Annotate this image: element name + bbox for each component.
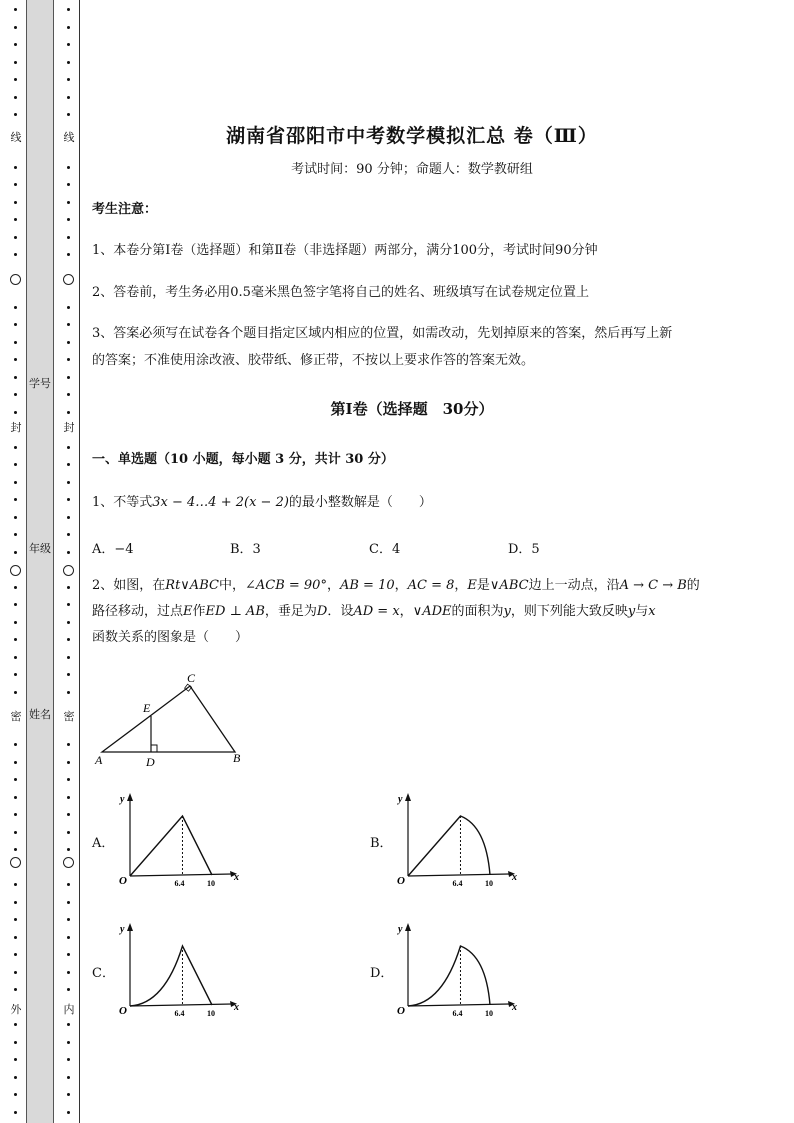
name-label: 姓名 (29, 708, 51, 721)
question-2-line-3: 函数关系的图象是（ ） (92, 630, 249, 645)
binding-dot (14, 26, 17, 29)
vertex-b-label: B (233, 751, 241, 765)
x-axis (130, 1004, 232, 1006)
binding-dot (67, 516, 70, 519)
binding-circle (10, 857, 21, 868)
function-curve (130, 946, 212, 1006)
q1-expression: 3x − 4…4 + 2(x − 2) (152, 495, 289, 510)
binding-dot (67, 1023, 70, 1026)
question-2-line-2: 路径移动，过点E作ED ⊥ AB，垂足为D．设AD = x，∨ADE的面积为y，则下列能大致反映y与x (92, 604, 656, 619)
binding-dot (67, 358, 70, 361)
binding-dot (67, 323, 70, 326)
x-axis-label: x (234, 872, 239, 883)
q2-option-graph (392, 790, 522, 895)
x-axis (130, 874, 232, 876)
binding-dot (14, 813, 17, 816)
x-axis-label: x (234, 1002, 239, 1013)
q1-option-a: A．−4 (92, 542, 134, 557)
binding-dot (67, 43, 70, 46)
binding-dot (67, 201, 70, 204)
binding-dot (14, 183, 17, 186)
binding-dot (67, 341, 70, 344)
origin-label: O (397, 875, 405, 887)
binding-dot (14, 463, 17, 466)
q2-option-label: D． (370, 966, 394, 981)
tick-label: 6.4 (452, 879, 463, 888)
binding-dot (67, 166, 70, 169)
binding-dot (67, 831, 70, 834)
student-number-label: 学号 (29, 377, 51, 390)
binding-dot (67, 1093, 70, 1096)
binding-dot (67, 8, 70, 11)
origin-label: O (119, 875, 127, 887)
part-heading: 一、单选题（10 小题，每小题 3 分，共计 30 分） (92, 452, 394, 467)
binding-dot (14, 901, 17, 904)
y-arrow (405, 793, 411, 801)
triangle-figure (90, 668, 260, 768)
binding-dot (67, 883, 70, 886)
binding-dot (14, 96, 17, 99)
binding-dot (14, 446, 17, 449)
y-arrow (127, 793, 133, 801)
binding-mark-char: 密 (63, 710, 75, 723)
tick-label: 6.4 (452, 1009, 463, 1018)
binding-dot (67, 498, 70, 501)
binding-dot (14, 166, 17, 169)
tick-label: 10 (485, 1009, 493, 1018)
binding-dot (67, 463, 70, 466)
binding-mark-char: 内 (63, 1003, 75, 1016)
point-e-label: E (143, 701, 151, 715)
binding-circle (10, 565, 21, 576)
binding-dot (14, 393, 17, 396)
binding-dot (14, 1058, 17, 1061)
binding-dot (67, 411, 70, 414)
binding-circle (10, 274, 21, 285)
binding-dot (67, 183, 70, 186)
binding-dot (67, 761, 70, 764)
binding-dot (14, 848, 17, 851)
function-curve (408, 816, 490, 876)
q2-option-graph (114, 790, 244, 895)
binding-dot (14, 376, 17, 379)
binding-dot (14, 586, 17, 589)
binding-dot (67, 918, 70, 921)
page-title: 湖南省邵阳市中考数学模拟汇总 卷（Ⅲ） (226, 125, 598, 147)
binding-dot (14, 796, 17, 799)
question-2-line-1: 2、如图，在Rt∨ABC中，∠ACB = 90°，AB = 10，AC = 8，E是∨ABC边上一动点，沿A → C → B的 (92, 578, 700, 593)
binding-dot (14, 656, 17, 659)
q2-option-graph (392, 920, 522, 1025)
origin-label: O (119, 1005, 127, 1017)
binding-dot (14, 323, 17, 326)
q2-option-label: A． (92, 836, 115, 851)
binding-dot (14, 743, 17, 746)
binding-circle (63, 565, 74, 576)
q1-option-d: D．5 (508, 542, 540, 557)
binding-dot (67, 26, 70, 29)
binding-mark-char: 线 (63, 131, 75, 144)
binding-dot (14, 883, 17, 886)
binding-dot (14, 1023, 17, 1026)
q1-option-b: B．3 (230, 542, 261, 557)
binding-dot (14, 551, 17, 554)
section-title: 第Ⅰ卷（选择题 30分） (330, 400, 494, 418)
binding-dot (67, 218, 70, 221)
q1-option-c: C．4 (369, 542, 401, 557)
binding-dot (67, 971, 70, 974)
binding-dot (67, 78, 70, 81)
binding-mark-char: 外 (10, 1003, 22, 1016)
binding-dot (67, 533, 70, 536)
binding-dot (14, 971, 17, 974)
binding-dot (14, 498, 17, 501)
binding-dot (14, 603, 17, 606)
tick-label: 6.4 (174, 1009, 185, 1018)
binding-dot (67, 656, 70, 659)
student-info-strip (26, 0, 54, 1123)
binding-dot (14, 1111, 17, 1114)
y-arrow (127, 923, 133, 931)
x-axis (408, 874, 510, 876)
binding-dot (67, 61, 70, 64)
binding-dot (67, 988, 70, 991)
binding-dot (14, 1041, 17, 1044)
binding-dot (67, 113, 70, 116)
notice-item-1: 1、本卷分第Ⅰ卷（选择题）和第Ⅱ卷（非选择题）两部分，满分100分，考试时间90分钟 (92, 243, 598, 258)
vertex-c-label: C (187, 671, 196, 685)
grade-label: 年级 (29, 542, 51, 555)
binding-dot (14, 43, 17, 46)
binding-dot (14, 918, 17, 921)
binding-dot (14, 936, 17, 939)
binding-dot (67, 1111, 70, 1114)
binding-dot (67, 796, 70, 799)
binding-dot (67, 1058, 70, 1061)
binding-mark-char: 封 (63, 421, 75, 434)
binding-dot (14, 638, 17, 641)
binding-dot (14, 516, 17, 519)
binding-dot (67, 813, 70, 816)
binding-dot (14, 953, 17, 956)
function-curve (408, 946, 490, 1006)
binding-dot (14, 691, 17, 694)
y-axis-label: y (120, 924, 125, 935)
binding-dot (14, 621, 17, 624)
binding-dot (14, 253, 17, 256)
binding-dot (67, 551, 70, 554)
q2-option-graph (114, 920, 244, 1025)
binding-dot (67, 481, 70, 484)
outer-dotted-binding-line (9, 0, 23, 1123)
binding-dot (67, 306, 70, 309)
binding-dot (67, 743, 70, 746)
inner-dotted-binding-line (62, 0, 76, 1123)
binding-dot (14, 78, 17, 81)
margin-divider-line (79, 0, 80, 1123)
binding-dot (67, 1076, 70, 1079)
x-axis-label: x (512, 872, 517, 883)
binding-dot (14, 533, 17, 536)
x-axis (408, 1004, 510, 1006)
binding-dot (14, 201, 17, 204)
binding-dot (14, 411, 17, 414)
tick-label: 6.4 (174, 879, 185, 888)
vertex-a-label: A (95, 753, 103, 767)
binding-mark-char: 线 (10, 131, 22, 144)
q2-option-label: C． (92, 966, 115, 981)
binding-dot (67, 1041, 70, 1044)
binding-dot (14, 236, 17, 239)
binding-dot (67, 96, 70, 99)
origin-label: O (397, 1005, 405, 1017)
binding-dot (67, 376, 70, 379)
binding-dot (14, 831, 17, 834)
binding-dot (67, 621, 70, 624)
tick-label: 10 (207, 1009, 215, 1018)
binding-dot (14, 113, 17, 116)
binding-dot (67, 953, 70, 956)
binding-dot (67, 778, 70, 781)
point-d-label: D (146, 755, 155, 768)
binding-dot (67, 901, 70, 904)
binding-dot (67, 638, 70, 641)
binding-mark-char: 密 (10, 710, 22, 723)
exam-subtitle: 考试时间：90 分钟；命题人：数学教研组 (291, 162, 533, 177)
binding-dot (14, 358, 17, 361)
y-axis-label: y (120, 794, 125, 805)
binding-dot (14, 761, 17, 764)
notice-heading: 考生注意： (92, 202, 158, 217)
q2-option-label: B． (370, 836, 393, 851)
binding-dot (67, 603, 70, 606)
x-axis-label: x (512, 1002, 517, 1013)
y-axis-label: y (398, 924, 403, 935)
binding-dot (67, 673, 70, 676)
notice-item-3-cont: 的答案；不准使用涂改液、胶带纸、修正带，不按以上要求作答的答案无效。 (92, 353, 535, 368)
binding-dot (14, 481, 17, 484)
tick-label: 10 (207, 879, 215, 888)
binding-dot (67, 253, 70, 256)
binding-dot (14, 218, 17, 221)
binding-dot (67, 936, 70, 939)
binding-dot (14, 1093, 17, 1096)
binding-dot (14, 8, 17, 11)
function-curve (130, 816, 212, 876)
binding-circle (63, 274, 74, 285)
binding-dot (14, 306, 17, 309)
binding-dot (14, 988, 17, 991)
y-arrow (405, 923, 411, 931)
tick-label: 10 (485, 879, 493, 888)
question-1: 1、不等式3x − 4…4 + 2(x − 2)的最小整数解是（ ） (92, 495, 432, 510)
binding-circle (63, 857, 74, 868)
binding-dot (14, 673, 17, 676)
binding-mark-char: 封 (10, 421, 22, 434)
binding-dot (67, 446, 70, 449)
binding-dot (67, 848, 70, 851)
binding-dot (14, 341, 17, 344)
y-axis-label: y (398, 794, 403, 805)
binding-dot (67, 586, 70, 589)
binding-dot (14, 1076, 17, 1079)
binding-dot (14, 61, 17, 64)
binding-dot (67, 393, 70, 396)
binding-dot (67, 691, 70, 694)
notice-item-2: 2、答卷前，考生务必用0.5毫米黑色签字笔将自己的姓名、班级填写在试卷规定位置上 (92, 285, 589, 300)
binding-dot (67, 236, 70, 239)
binding-dot (14, 778, 17, 781)
notice-item-3: 3、答案必须写在试卷各个题目指定区域内相应的位置，如需改动，先划掉原来的答案，然后再写上新 (92, 326, 673, 341)
